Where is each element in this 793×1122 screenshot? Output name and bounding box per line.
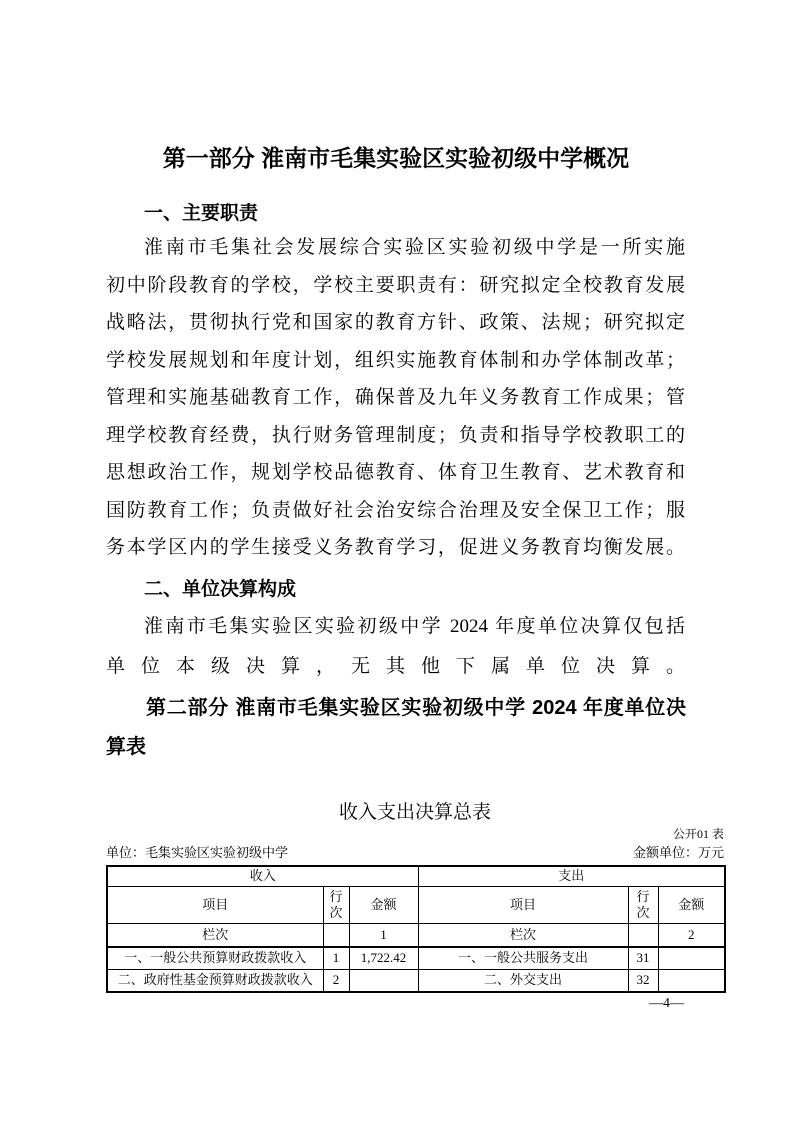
income-line-cell: 2 [323,970,349,993]
expense-item-header: 项目 [418,887,628,924]
income-line-cell: 1 [323,947,349,970]
expense-item-cell: 二、外交支出 [418,970,628,993]
part2-heading-line: 算表 [106,736,146,758]
body-line: 理学校教育经费，执行财务管理制度；负责和指导学校教职工的 [106,424,685,446]
section1-heading: 一、主要职责 [144,203,259,224]
section2-paragraph [106,607,685,687]
body-line: 思想政治工作，规划学校品德教育、体育卫生教育、艺术教育和 [106,462,685,483]
body-line: 管理和实施基础教育工作，确保普及九年义务教育工作成果；管 [106,387,685,408]
body-line: 初中阶段教育的学校，学校主要职责有：研究拟定全校教育发展 [106,274,685,296]
index-cell [323,924,349,948]
index-cell [628,924,658,948]
unit-label: 单位：毛集实验区实验初级中学 [106,845,289,860]
body-line: 淮南市毛集社会发展综合实验区实验初级中学是一所实施 [144,237,685,258]
section2-heading: 二、单位决算构成 [144,579,297,600]
table-row [107,970,725,993]
body-line: 学校发展规划和年度计划，组织实施教育体制和办学体制改革； [106,349,685,371]
income-amount-cell [349,970,418,993]
table-group-header-row [107,866,725,887]
amount-unit-label: 金额单位：万元 [632,845,724,860]
table-column-header-row [107,887,725,924]
body-line: 务本学区内的学生接受义务教育学习，促进义务教育均衡发展。 [106,537,685,558]
index-cell: 栏次 [418,924,628,948]
income-lineno-header: 行次 [323,887,349,924]
part2-heading-line: 第二部分 淮南市毛集实验区实验初级中学 2024 年度单位决 [146,697,686,719]
expense-group-header: 支出 [418,866,725,887]
expense-amount-header: 金额 [658,887,725,924]
part1-title: 第一部分 淮南市毛集实验区实验初级中学概况 [162,145,630,171]
income-group-header: 收入 [107,866,418,887]
page-number: —4— [649,996,684,1011]
expense-lineno-header: 行次 [628,887,658,924]
income-amount-cell: 1,722.42 [349,947,418,970]
table-row [107,947,725,970]
table-meta-row [106,843,724,862]
expense-line-cell: 32 [628,970,658,993]
section1-paragraph [106,229,685,567]
income-item-header: 项目 [107,887,323,924]
income-item-cell: 一、一般公共预算财政拨款收入 [107,947,323,970]
index-cell: 2 [658,924,725,948]
body-line: 国防教育工作；负责做好社会治安综合治理及安全保卫工作；服 [106,499,685,521]
part2-heading [106,689,686,767]
expense-line-cell: 31 [628,947,658,970]
body-line: 单位本级决算，无其他下属单位决算。 [106,656,685,677]
table-code-label: 公开01 表 [672,827,724,841]
table-index-row [107,924,725,948]
body-line: 战略法，贯彻执行党和国家的教育方针、政策、法规；研究拟定 [106,312,685,333]
income-item-cell: 二、政府性基金预算财政拨款收入 [107,970,323,993]
income-expense-table [106,865,726,993]
expense-amount-cell [658,947,725,970]
index-cell: 栏次 [107,924,323,948]
expense-amount-cell [658,970,725,993]
index-cell: 1 [349,924,418,948]
expense-item-cell: 一、一般公共服务支出 [418,947,628,970]
body-line: 淮南市毛集实验区实验初级中学 2024 年度单位决算仅包括 [144,616,685,637]
table-title: 收入支出决算总表 [338,802,491,823]
income-amount-header: 金额 [349,887,418,924]
